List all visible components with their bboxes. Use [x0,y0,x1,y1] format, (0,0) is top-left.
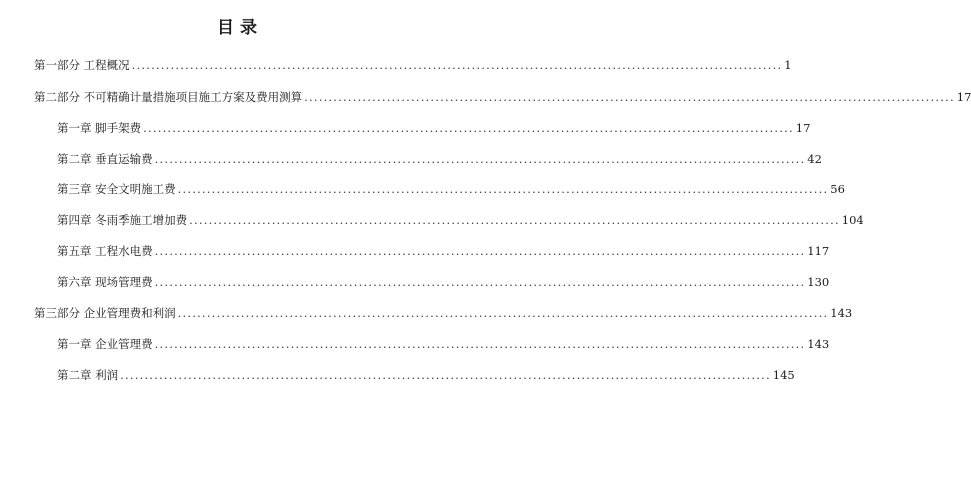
toc-entry-chapter [57,243,830,259]
toc-entry-label: 第二部分 不可精确计量措施项目施工方案及费用测算 [34,90,303,104]
toc-entry-label: 第三章 安全文明施工费 [57,182,176,196]
toc-entry-page: 1 [784,58,792,72]
toc-entry-chapter [57,367,795,383]
dot-leader: ...................................................................................................................................... [304,90,955,104]
dot-leader: ...................................................................................................................................... [154,275,806,289]
toc-entry-page: 130 [807,275,830,289]
toc-entry-page: 117 [807,244,830,258]
dot-leader: ...................................................................................................................................... [154,152,806,166]
dot-leader: ...................................................................................................................................... [177,182,829,196]
toc-entry-part-2 [34,89,971,105]
dot-leader: ...................................................................................................................................... [120,368,771,382]
toc-entry-label: 第一章 脚手架费 [57,121,142,135]
toc-entry-chapter [57,120,811,136]
toc-entry-page: 143 [830,306,853,320]
toc-entry-chapter [57,151,822,167]
toc-entry-page: 42 [807,152,822,166]
toc-entry-page: 56 [830,182,845,196]
toc-entry-chapter [57,336,830,352]
toc-entry-page: 145 [772,368,795,382]
toc-entry-label: 第二章 垂直运输费 [57,152,153,166]
toc-entry-label: 第一部分 工程概况 [34,58,130,72]
dot-leader: ...................................................................................................................................... [189,213,840,227]
toc-entry-part-1 [34,57,792,73]
toc-entry-page: 104 [841,213,864,227]
toc-title: 目 录 [217,18,257,38]
toc-entry-chapter [57,181,845,197]
dot-leader: ...................................................................................................................................... [131,58,783,72]
toc-entry-label: 第四章 冬雨季施工增加费 [57,213,188,227]
toc-entry-label: 第三部分 企业管理费和利润 [34,306,176,320]
dot-leader: ...................................................................................................................................... [177,306,829,320]
toc-entry-label: 第二章 利润 [57,368,119,382]
dot-leader: ...................................................................................................................................... [154,337,806,351]
toc-entry-page: 17 [795,121,811,135]
toc-entry-chapter [57,212,864,228]
toc-entry-label: 第六章 现场管理费 [57,275,153,289]
toc-entry-page: 17 [956,90,971,104]
toc-entry-chapter [57,274,830,290]
dot-leader: ...................................................................................................................................... [154,244,806,258]
toc-entry-label: 第五章 工程水电费 [57,244,153,258]
toc-entry-label: 第一章 企业管理费 [57,337,153,351]
toc-entry-page: 143 [807,337,830,351]
dot-leader: ...................................................................................................................................... [143,121,794,135]
toc-entry-part-3 [34,305,853,321]
